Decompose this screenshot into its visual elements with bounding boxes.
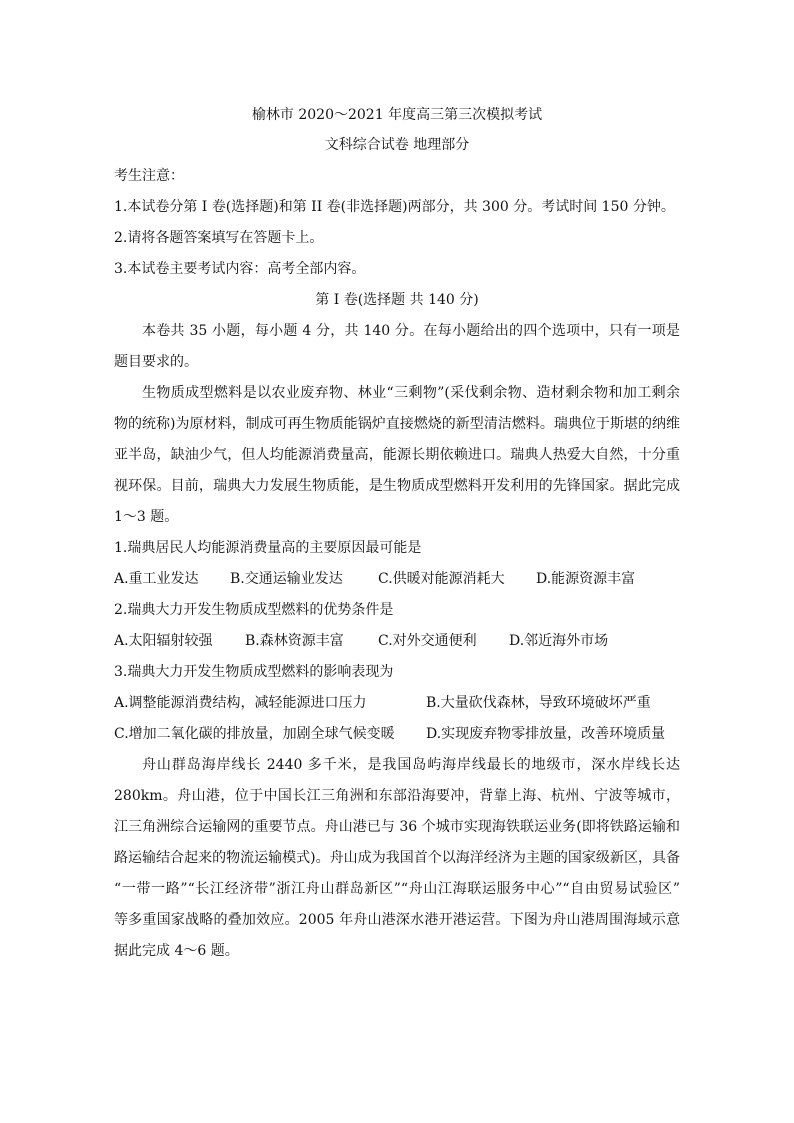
option-c: C.供暖对能源消耗大 — [378, 571, 505, 587]
question-options — [114, 631, 680, 651]
passage1-line: 亚半岛，缺油少气，但人均能源消费量高，能源长期依赖进口。瑞典人热爱大自然，十分重 — [114, 447, 680, 463]
notice-item: 2.请将各题答案填写在答题卡上。 — [114, 230, 324, 246]
option-c: C.对外交通便利 — [378, 633, 477, 649]
notice-item: 1.本试卷分第 I 卷(选择题)和第 II 卷(非选择题)两部分，共 300 分。考试时间 150 分钟。 — [114, 199, 675, 215]
section-instruction-line: 本卷共 35 小题，每小题 4 分，共 140 分。在每小题给出的四个选项中，只有一项是 — [142, 323, 680, 339]
question-options — [114, 724, 680, 744]
question-stem: 1.瑞典居民人均能源消费量高的主要原因最可能是 — [114, 540, 422, 556]
notice-item: 3.本试卷主要考试内容：高考全部内容。 — [114, 261, 366, 277]
passage2-line: 等多重国家战略的叠加效应。2005 年舟山港深水港开港运营。下图为舟山港周围海域示意 — [114, 912, 680, 928]
question-options — [114, 693, 680, 713]
passage1-line: 生物质成型燃料是以农业废弃物、林业“三剩物”(采伐剩余物、造材剩余物和加工剩余 — [142, 385, 680, 401]
passage1-line: 物的统称)为原材料，制成可再生物质能锅炉直接燃烧的新型清洁燃料。瑞典位于斯堪的纳维 — [114, 416, 680, 432]
passage1-line: 视环保。目前，瑞典大力发展生物质能，是生物质成型燃料开发利用的先锋国家。据此完成 — [114, 478, 680, 494]
option-d: D.实现废弃物零排放量，改善环境质量 — [426, 726, 666, 742]
option-a: A.调整能源消费结构，减轻能源进口压力 — [114, 695, 367, 711]
option-b: B.森林资源丰富 — [245, 633, 344, 649]
option-a: A.重工业发达 — [114, 571, 199, 587]
question-options — [114, 569, 680, 589]
passage2-line: 280km。舟山港，位于中国长江三角洲和东部沿海要冲，背靠上海、杭州、宁波等城市， — [114, 788, 680, 804]
option-d: D.邻近海外市场 — [509, 633, 609, 649]
passage2-line: 舟山群岛海岸线长 2440 多千米，是我国岛屿海岸线最长的地级市，深水岸线长达 — [142, 757, 680, 773]
option-b: B.大量砍伐森林，导致环境破坏严重 — [426, 695, 651, 711]
passage2-line: 据此完成 4～6 题。 — [114, 943, 239, 959]
option-c: C.增加二氧化碳的排放量，加剧全球气候变暖 — [114, 726, 395, 742]
passage2-line: “一带一路”“长江经济带”浙江舟山群岛新区”“舟山江海联运服务中心”“自由贸易试验区” — [114, 881, 680, 897]
exam-title: 榆林市 2020～2021 年度高三第三次模拟考试 — [251, 107, 543, 123]
option-a: A.太阳辐射较强 — [114, 633, 213, 649]
exam-subtitle: 文科综合试卷 地理部分 — [324, 137, 470, 153]
section-instruction-line: 题目要求的。 — [114, 354, 198, 370]
passage1-line: 1～3 题。 — [114, 509, 179, 525]
passage2-line: 江三角洲综合运输网的重要节点。舟山港已与 36 个城市实现海铁联运业务(即将铁路运输和 — [114, 819, 680, 835]
section-title: 第 I 卷(选择题 共 140 分) — [315, 292, 479, 308]
notice-heading: 考生注意： — [114, 168, 184, 184]
question-stem: 3.瑞典大力开发生物质成型燃料的影响表现为 — [114, 664, 394, 680]
question-stem: 2.瑞典大力开发生物质成型燃料的优势条件是 — [114, 602, 394, 618]
option-d: D.能源资源丰富 — [536, 571, 636, 587]
option-b: B.交通运输业发达 — [230, 571, 343, 587]
passage2-line: 路运输结合起来的物流运输模式)。舟山成为我国首个以海洋经济为主题的国家级新区，具备 — [114, 850, 680, 866]
